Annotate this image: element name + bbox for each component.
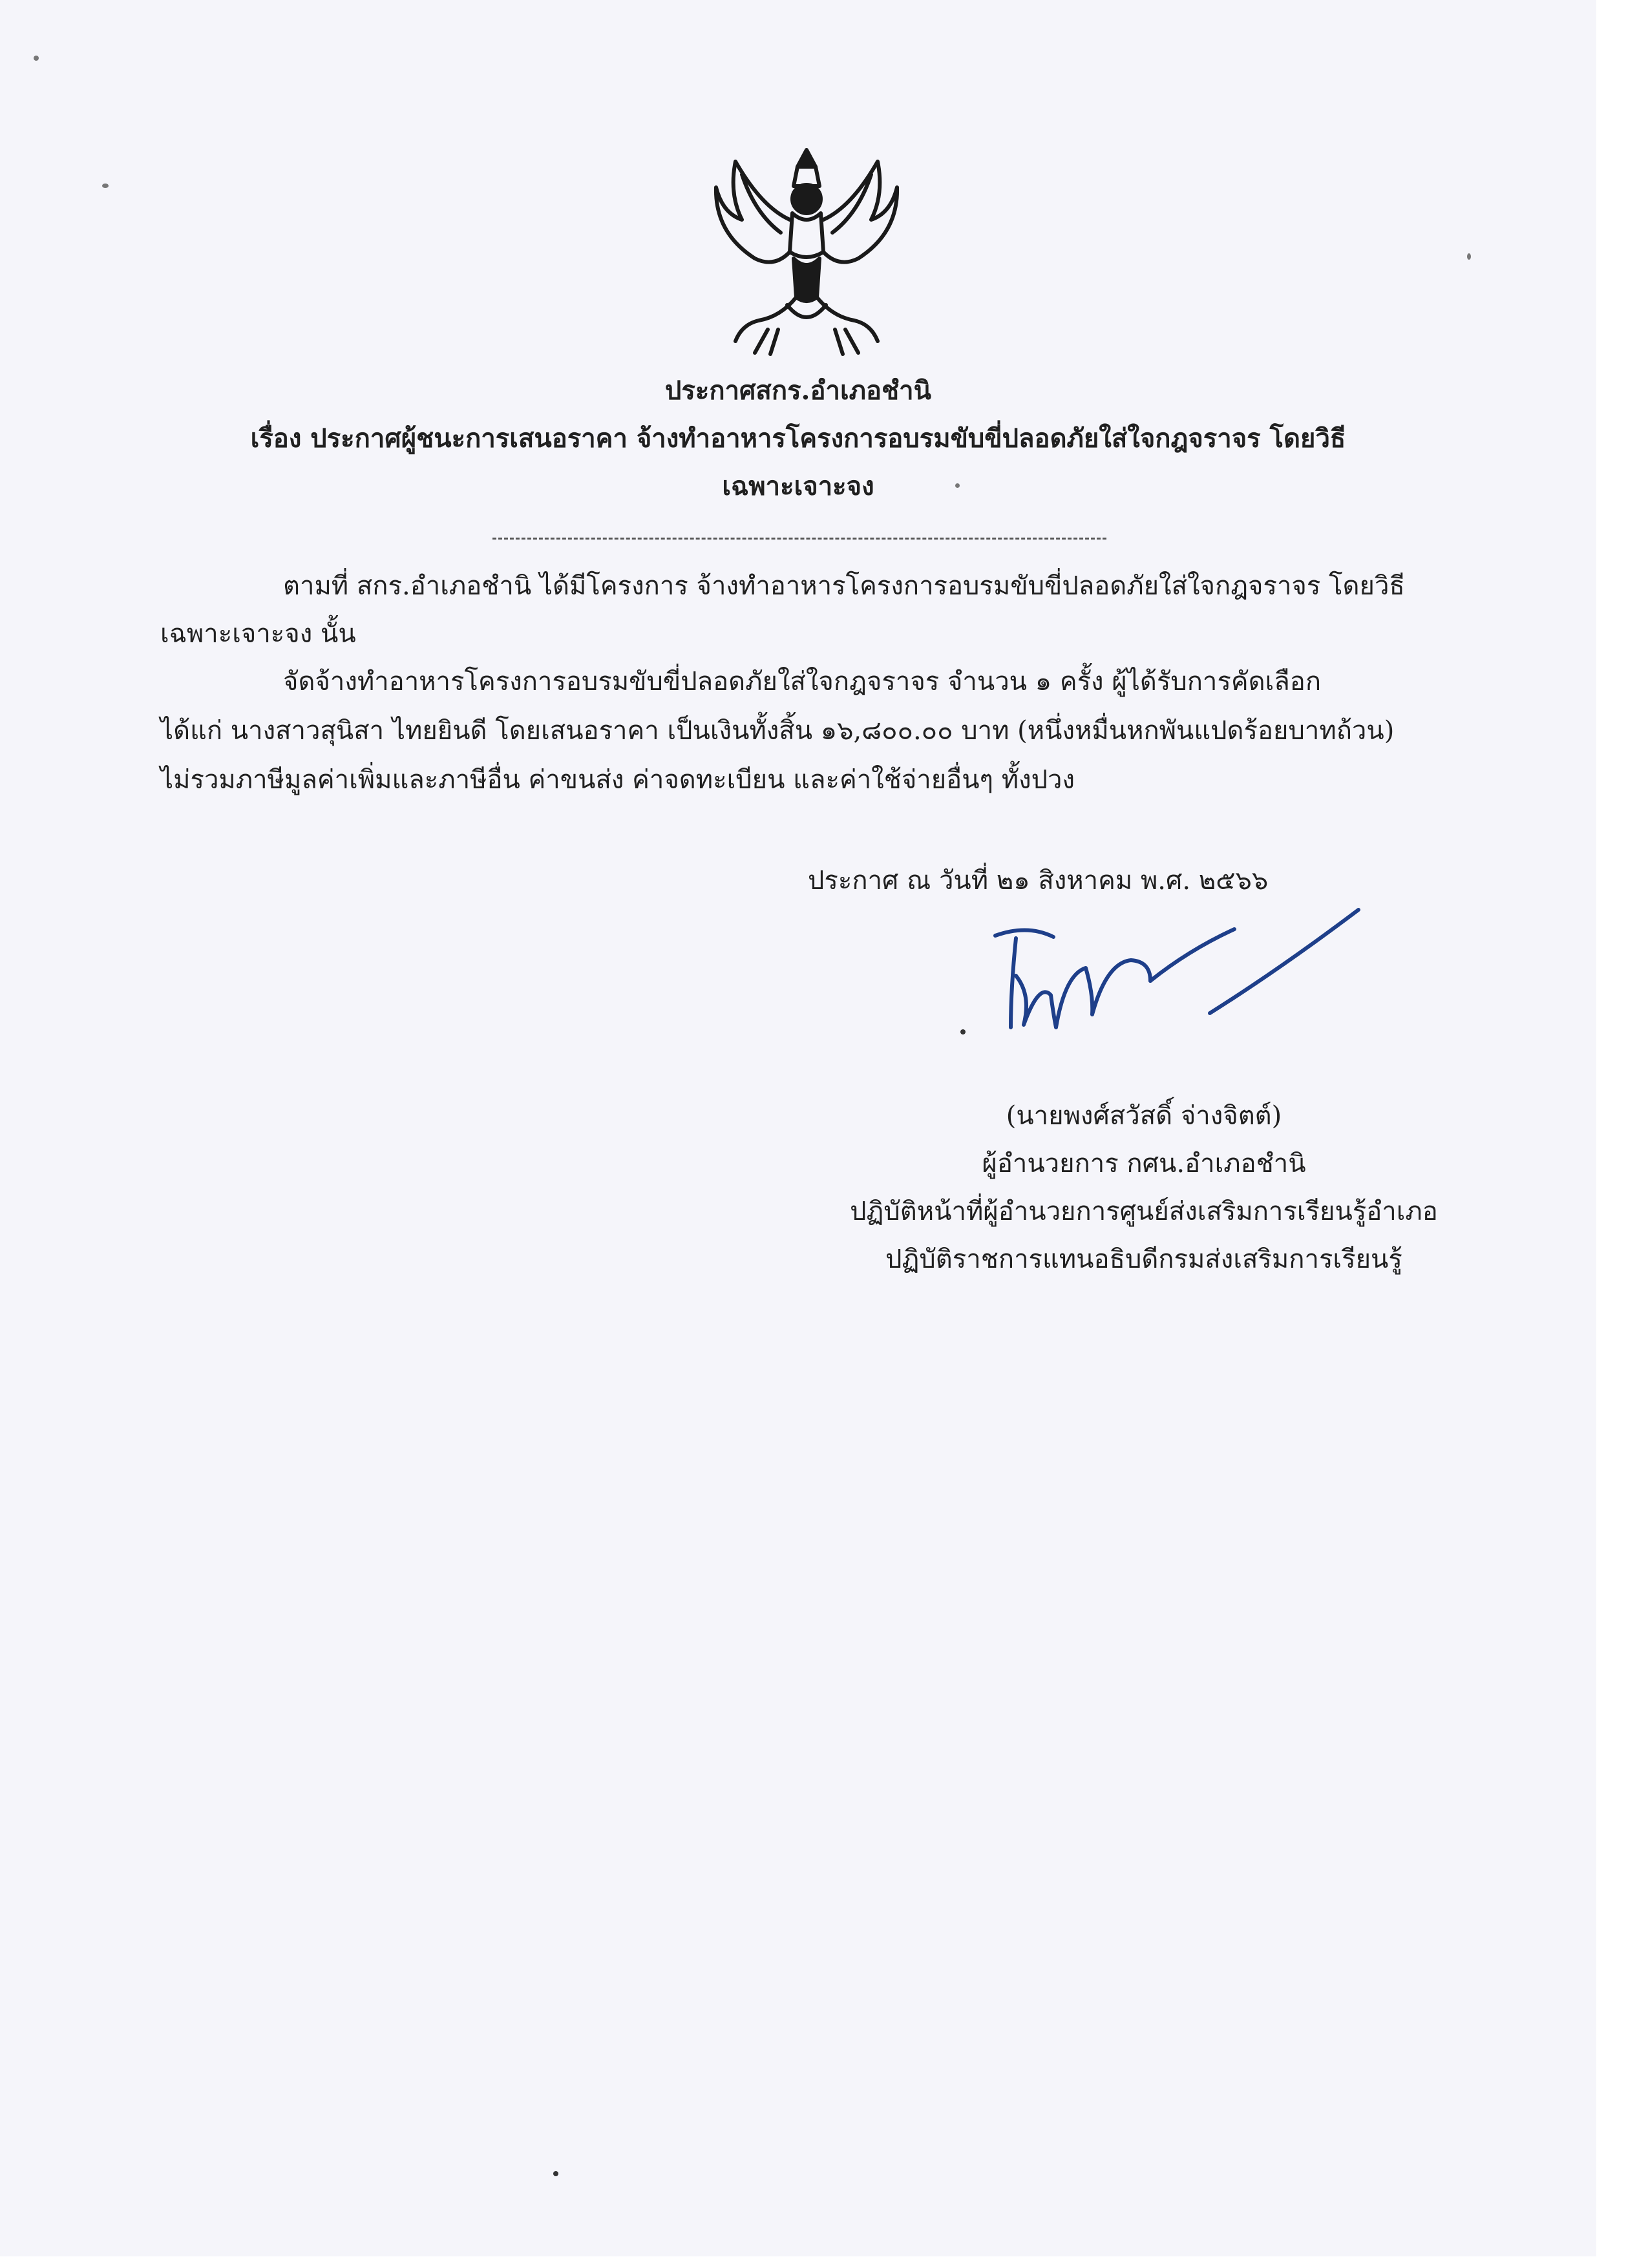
announcement-header [0,367,1596,510]
signatory-position-1: ผู้อำนวยการ กศน.อำเภอชำนิ [982,1149,1306,1179]
paragraph-2-line-3: ไม่รวมภาษีมูลค่าเพิ่มและภาษีอื่น ค่าขนส่ง ค่าจดทะเบียน และค่าใช้จ่ายอื่นๆ ทั้งปวง [160,765,1075,795]
subject-line: เรื่อง ประกาศผู้ชนะการเสนอราคา จ้างทำอาหารโครงการอบรมขับขี่ปลอดภัยใส่ใจกฎจราจร โดยวิธี [250,423,1346,454]
announcement-date: ประกาศ ณ วันที่ ๒๑ สิงหาคม พ.ศ. ๒๕๖๖ [808,866,1269,896]
scan-margin-right [1596,0,1648,2268]
announcement-title: ประกาศสกร.อำเภอชำนิ [665,375,931,406]
scan-speck [102,184,109,188]
handwritten-signature [956,898,1370,1047]
paragraph-2-line-2: ได้แก่ นางสาวสุนิสา ไทยยินดี โดยเสนอราคา เป็นเงินทั้งสิ้น ๑๖,๘๐๐.๐๐ บาท (หนึ่งหมื่นหกพันแปดร้อยบาทถ้วน) [160,716,1395,746]
signatory-position-2: ปฏิบัติหน้าที่ผู้อำนวยการศูนย์ส่งเสริมการเรียนรู้อำเภอ [850,1197,1438,1226]
garuda-emblem-icon [703,136,910,359]
scan-speck [553,2171,558,2176]
signatory-name: (นายพงศ์สวัสดิ์ จ่างจิตต์) [1006,1101,1282,1131]
subject-line-continued: เฉพาะเจาะจง [722,471,874,501]
dashed-divider [492,538,1106,540]
signatory-position-3: ปฏิบัติราชการแทนอธิบดีกรมส่งเสริมการเรียนรู้ [885,1244,1402,1274]
scan-speck [34,56,39,61]
scan-margin-bottom [0,2256,1648,2268]
paragraph-1-line-2: เฉพาะเจาะจง นั้น [160,619,356,649]
paragraph-2-line-1: จัดจ้างทำอาหารโครงการอบรมขับขี่ปลอดภัยใส่ใจกฎจราจร จำนวน ๑ ครั้ง ผู้ได้รับการคัดเลือก [283,667,1322,697]
signatory-block [776,1092,1512,1283]
paragraph-1-line-1: ตามที่ สกร.อำเภอชำนิ ได้มีโครงการ จ้างทำอาหารโครงการอบรมขับขี่ปลอดภัยใส่ใจกฎจราจร โดยวิธี [283,571,1405,601]
scan-speck [1467,253,1471,260]
